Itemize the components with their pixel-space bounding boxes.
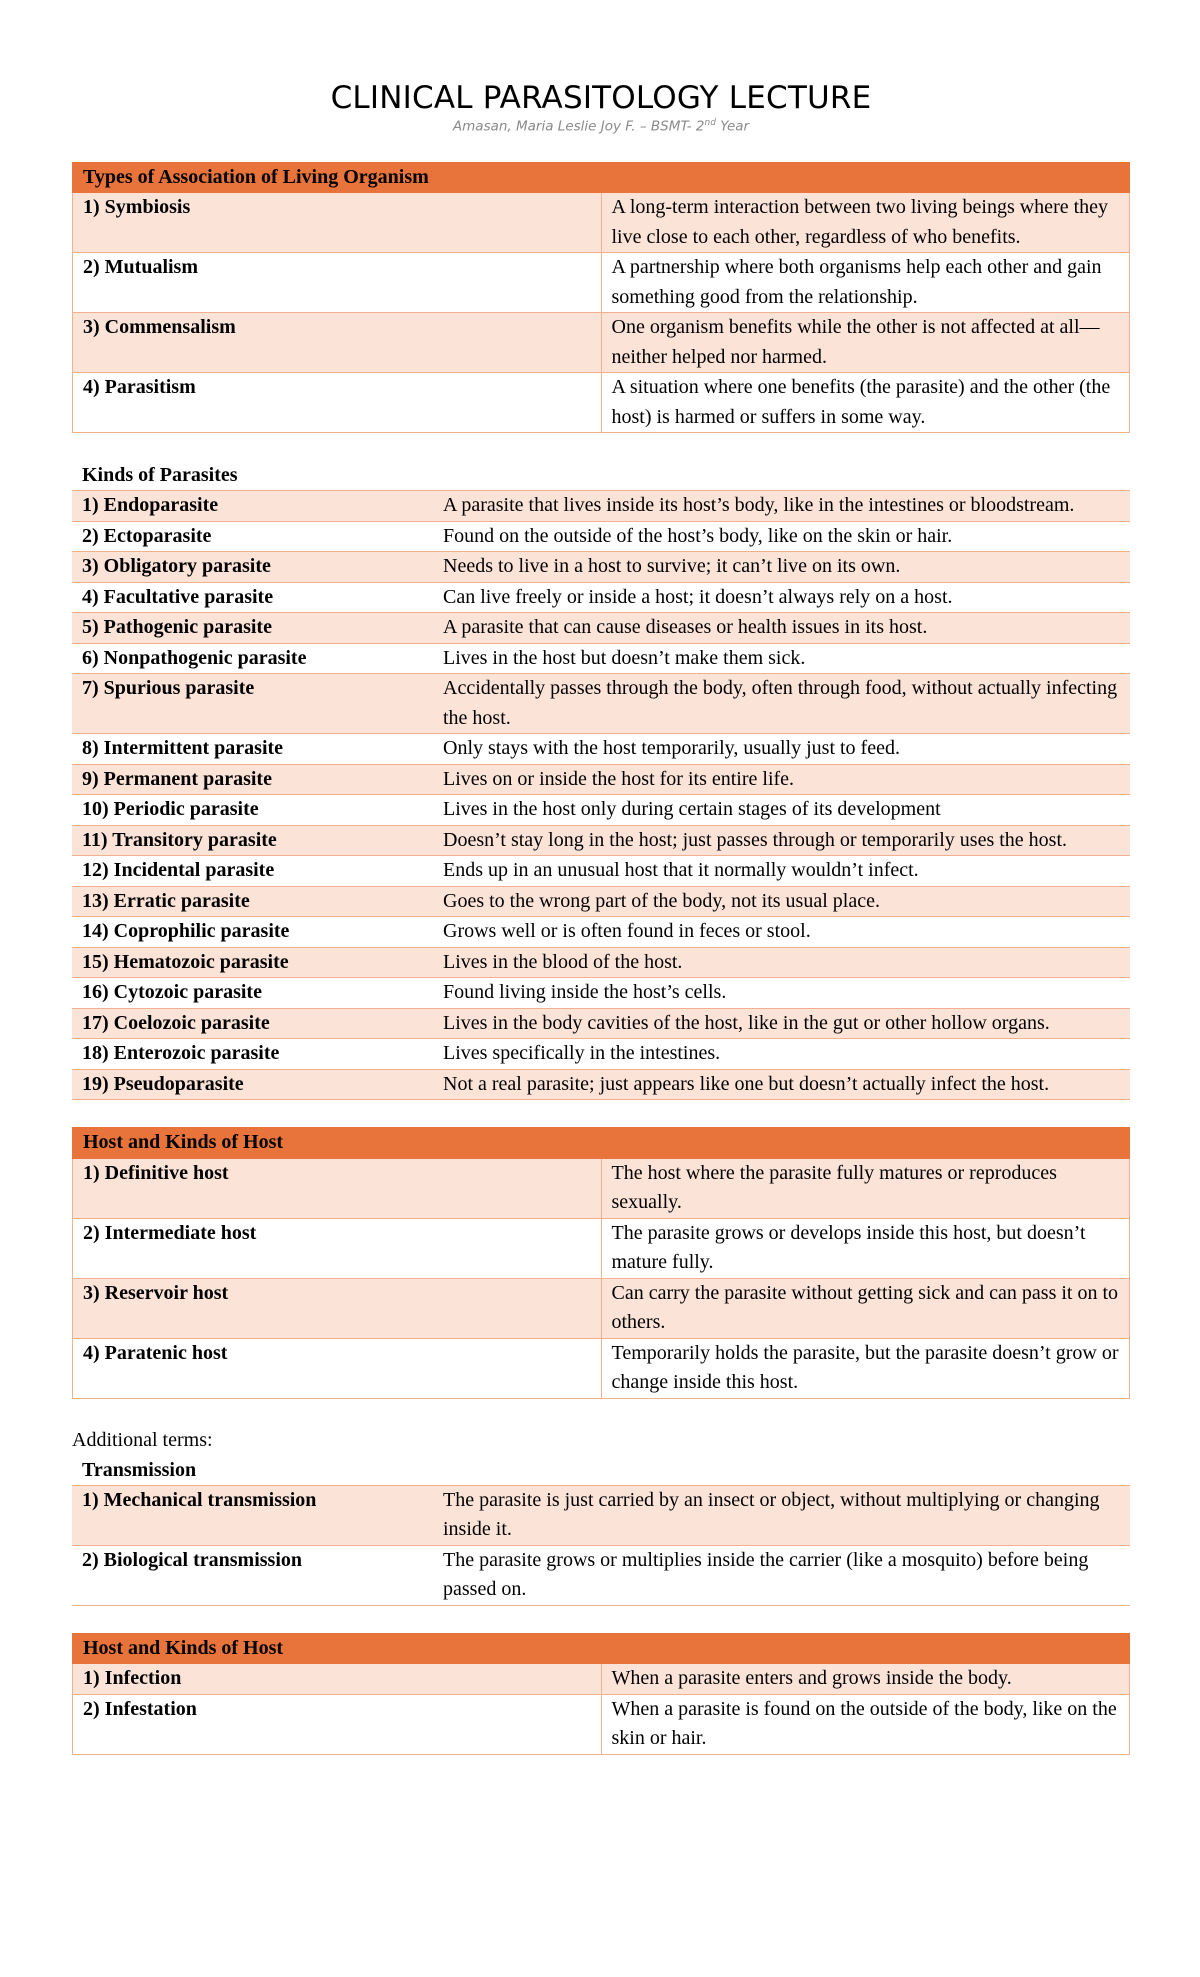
host2-heading: Host and Kinds of Host — [73, 1633, 1130, 1664]
definition-cell: Lives specifically in the intestines. — [433, 1039, 1130, 1070]
table-row — [72, 825, 1130, 856]
table-row — [73, 1664, 1130, 1695]
table-row — [73, 193, 1130, 253]
term-cell: 4) Paratenic host — [73, 1338, 602, 1398]
additional-label: Additional terms: — [72, 1428, 213, 1451]
term-cell: 4) Parasitism — [73, 373, 602, 433]
host2-table — [72, 1633, 1130, 1755]
definition-cell: Only stays with the host temporarily, usually just to feed. — [433, 734, 1130, 765]
definition-cell: Doesn’t stay long in the host; just passes through or temporarily uses the host. — [433, 825, 1130, 856]
table-row — [73, 313, 1130, 373]
definition-cell: Lives in the host but doesn’t make them sick. — [433, 643, 1130, 674]
table-row — [72, 613, 1130, 644]
table-row — [72, 1039, 1130, 1070]
definition-cell: One organism benefits while the other is not affected at all—neither helped nor harmed. — [601, 313, 1130, 373]
term-cell: 2) Ectoparasite — [72, 521, 433, 552]
definition-cell: Found on the outside of the host’s body, like on the skin or hair. — [433, 521, 1130, 552]
definition-cell: A partnership where both organisms help each other and gain something good from the relationship. — [601, 253, 1130, 313]
definition-cell: Accidentally passes through the body, often through food, without actually infecting the host. — [433, 674, 1130, 734]
term-cell: 2) Mutualism — [73, 253, 602, 313]
definition-cell: Lives in the host only during certain stages of its development — [433, 795, 1130, 826]
table-row — [72, 552, 1130, 583]
definition-cell: Lives on or inside the host for its entire life. — [433, 764, 1130, 795]
kinds-heading: Kinds of Parasites — [82, 464, 238, 486]
term-cell: 1) Endoparasite — [72, 491, 433, 522]
association-heading: Types of Association of Living Organism — [73, 162, 1130, 193]
term-cell: 4) Facultative parasite — [72, 582, 433, 613]
table-row — [72, 491, 1130, 522]
definition-cell: When a parasite is found on the outside of the body, like on the skin or hair. — [601, 1694, 1130, 1754]
term-cell: 16) Cytozoic parasite — [72, 978, 433, 1009]
table-row — [73, 373, 1130, 433]
term-cell: 9) Permanent parasite — [72, 764, 433, 795]
author-line — [72, 118, 1130, 135]
definition-cell: Grows well or is often found in feces or stool. — [433, 917, 1130, 948]
table-row — [72, 764, 1130, 795]
table-row — [73, 1338, 1130, 1398]
term-cell: 13) Erratic parasite — [72, 886, 433, 917]
term-cell: 11) Transitory parasite — [72, 825, 433, 856]
definition-cell: Can carry the parasite without getting sick and can pass it on to others. — [601, 1278, 1130, 1338]
table-row — [72, 886, 1130, 917]
term-cell: 3) Reservoir host — [73, 1278, 602, 1338]
table-row — [72, 1008, 1130, 1039]
host-heading: Host and Kinds of Host — [73, 1128, 1130, 1159]
definition-cell: The parasite is just carried by an insect or object, without multiplying or changing inside it. — [433, 1485, 1130, 1545]
definition-cell: Needs to live in a host to survive; it can’t live on its own. — [433, 552, 1130, 583]
term-cell: 6) Nonpathogenic parasite — [72, 643, 433, 674]
term-cell: 10) Periodic parasite — [72, 795, 433, 826]
table-row — [72, 582, 1130, 613]
term-cell: 3) Commensalism — [73, 313, 602, 373]
table-row — [72, 674, 1130, 734]
definition-cell: A parasite that can cause diseases or health issues in its host. — [433, 613, 1130, 644]
definition-cell: When a parasite enters and grows inside the body. — [601, 1664, 1130, 1695]
definition-cell: The host where the parasite fully matures or reproduces sexually. — [601, 1158, 1130, 1218]
table-row — [72, 978, 1130, 1009]
term-cell: 18) Enterozoic parasite — [72, 1039, 433, 1070]
table-row — [72, 947, 1130, 978]
host2-header-row — [73, 1633, 1130, 1664]
term-cell: 17) Coelozoic parasite — [72, 1008, 433, 1039]
table-row — [73, 253, 1130, 313]
term-cell: 2) Biological transmission — [72, 1545, 433, 1605]
term-cell: 2) Intermediate host — [73, 1218, 602, 1278]
host-table — [72, 1127, 1130, 1399]
host-header-row — [73, 1128, 1130, 1159]
definition-cell: Temporarily holds the parasite, but the parasite doesn’t grow or change inside this host. — [601, 1338, 1130, 1398]
table-row — [72, 643, 1130, 674]
association-table — [72, 162, 1130, 434]
definition-cell: A situation where one benefits (the parasite) and the other (the host) is harmed or suffers in some way. — [601, 373, 1130, 433]
term-cell: 5) Pathogenic parasite — [72, 613, 433, 644]
author-sup: nd — [704, 118, 716, 128]
term-cell: 1) Infection — [73, 1664, 602, 1695]
definition-cell: Not a real parasite; just appears like one but doesn’t actually infect the host. — [433, 1069, 1130, 1100]
table-row — [73, 1694, 1130, 1754]
kinds-table — [72, 490, 1130, 1100]
term-cell: 7) Spurious parasite — [72, 674, 433, 734]
definition-cell: Can live freely or inside a host; it doesn’t always rely on a host. — [433, 582, 1130, 613]
page-title: CLINICAL PARASITOLOGY LECTURE — [330, 80, 872, 116]
definition-cell: Found living inside the host’s cells. — [433, 978, 1130, 1009]
document-page — [72, 0, 1130, 1755]
definition-cell: The parasite grows or develops inside this host, but doesn’t mature fully. — [601, 1218, 1130, 1278]
term-cell: 8) Intermittent parasite — [72, 734, 433, 765]
definition-cell: Ends up in an unusual host that it normally wouldn’t infect. — [433, 856, 1130, 887]
term-cell: 3) Obligatory parasite — [72, 552, 433, 583]
term-cell: 1) Mechanical transmission — [72, 1485, 433, 1545]
table-row — [73, 1218, 1130, 1278]
table-row — [73, 1278, 1130, 1338]
term-cell: 2) Infestation — [73, 1694, 602, 1754]
table-row — [73, 1158, 1130, 1218]
table-row — [72, 1545, 1130, 1605]
term-cell: 1) Symbiosis — [73, 193, 602, 253]
term-cell: 1) Definitive host — [73, 1158, 602, 1218]
association-header-row — [73, 162, 1130, 193]
transmission-table — [72, 1485, 1130, 1606]
term-cell: 19) Pseudoparasite — [72, 1069, 433, 1100]
definition-cell: A long-term interaction between two living beings where they live close to each other, regardless of who benefits. — [601, 193, 1130, 253]
author-name: Amasan, Maria Leslie Joy F. – BSMT- 2 — [452, 118, 705, 135]
term-cell: 12) Incidental parasite — [72, 856, 433, 887]
table-row — [72, 795, 1130, 826]
definition-cell: Goes to the wrong part of the body, not its usual place. — [433, 886, 1130, 917]
table-row — [72, 917, 1130, 948]
table-row — [72, 734, 1130, 765]
table-row — [72, 521, 1130, 552]
definition-cell: Lives in the body cavities of the host, like in the gut or other hollow organs. — [433, 1008, 1130, 1039]
term-cell: 15) Hematozoic parasite — [72, 947, 433, 978]
table-row — [72, 1069, 1130, 1100]
definition-cell: A parasite that lives inside its host’s body, like in the intestines or bloodstream. — [433, 491, 1130, 522]
definition-cell: Lives in the blood of the host. — [433, 947, 1130, 978]
table-row — [72, 856, 1130, 887]
term-cell: 14) Coprophilic parasite — [72, 917, 433, 948]
table-row — [72, 1485, 1130, 1545]
definition-cell: The parasite grows or multiplies inside the carrier (like a mosquito) before being passed on. — [433, 1545, 1130, 1605]
author-tail: Year — [715, 118, 750, 135]
transmission-heading: Transmission — [82, 1458, 197, 1481]
